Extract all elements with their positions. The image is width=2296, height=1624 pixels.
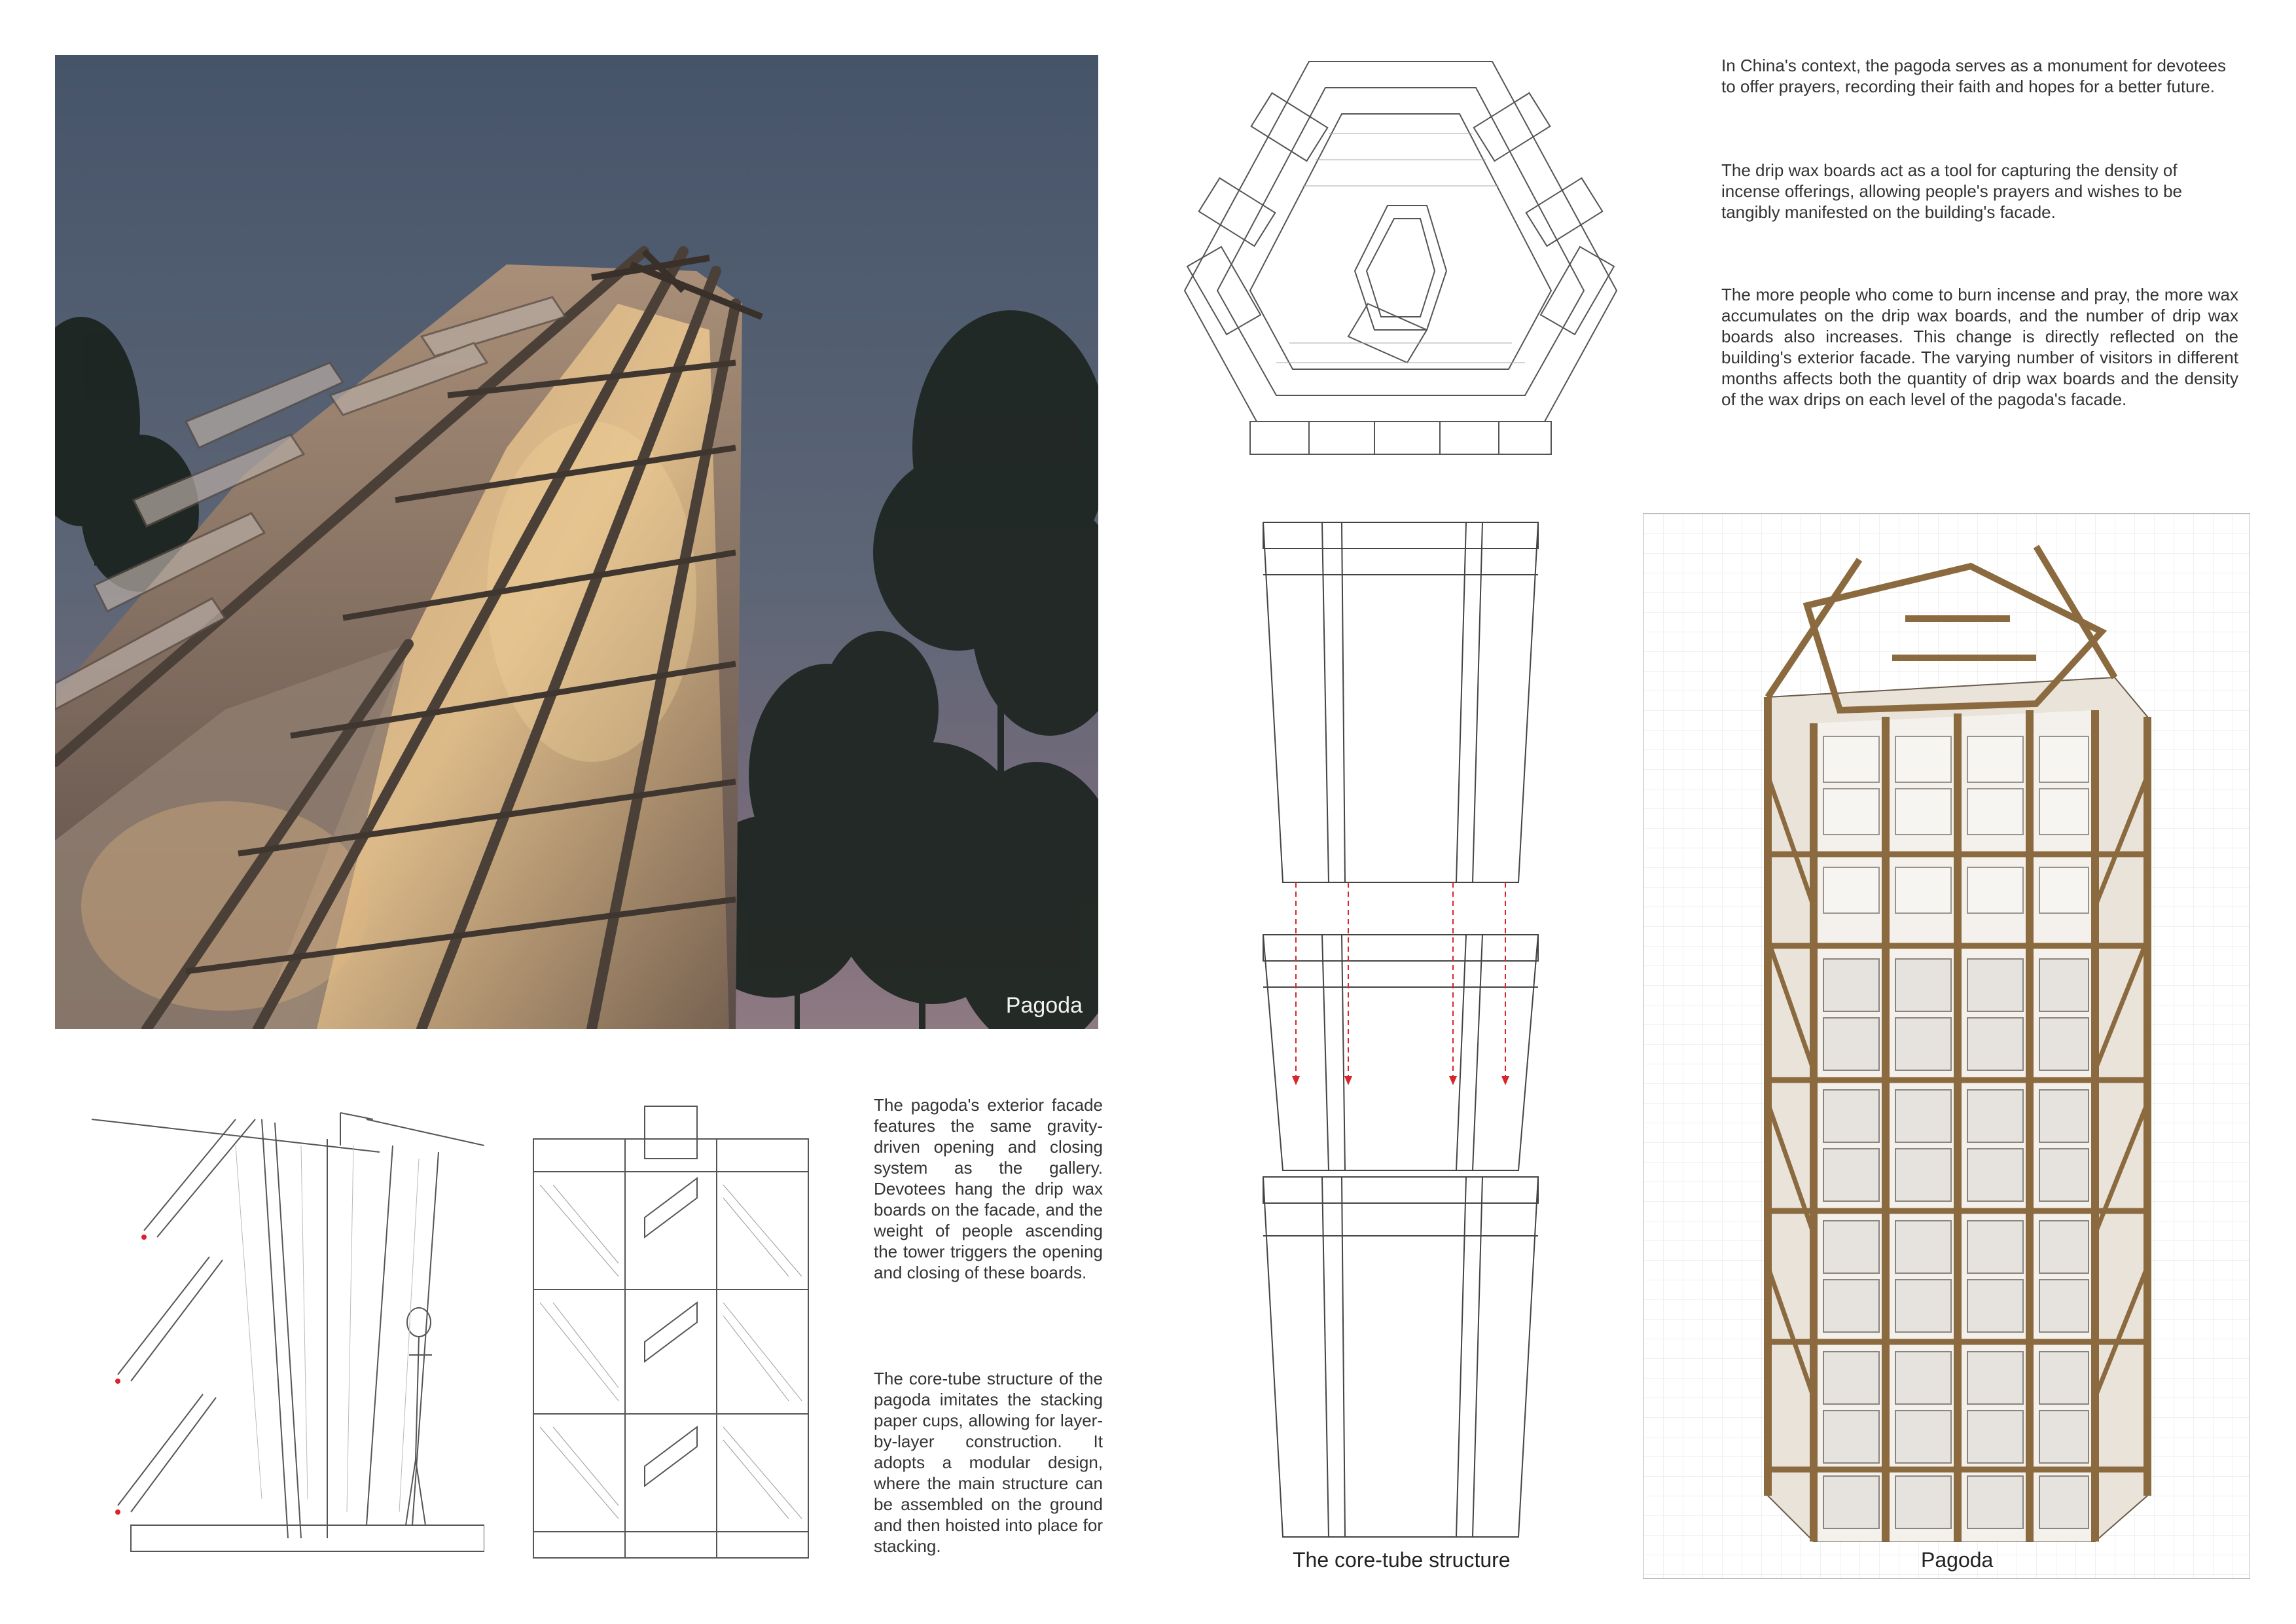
drip-boards-paragraph: The drip wax boards act as a tool for capturing the density of incense offerings, allowing people's prayers and wishes to be tangibly manifested on the building's facade. bbox=[1721, 160, 2183, 222]
facade-paragraph: The pagoda's exterior facade features the same gravity-driven opening and closing system as the gallery. Devotees hang the drip wax boards on the facade, and the weight of people ascending the tower triggers the opening and closing of these boards. bbox=[874, 1095, 1103, 1282]
pagoda-elevation-detail bbox=[527, 1100, 815, 1571]
pagoda-elevation-drawing bbox=[527, 1100, 815, 1571]
hexagonal-plan bbox=[1178, 55, 1623, 461]
core-tube-drawing bbox=[1257, 516, 1545, 1543]
accumulation-paragraph: The more people who come to burn incense and pray, the more wax accumulates on the drip wax boards, and the number of drip wax boards also increases. This change is directly reflected on the building's exterior facade. The varying number of visitors in different months affects both the quantity of drip wax boards and the density of the wax drips on each level of the pagoda's facade. bbox=[1721, 285, 2238, 409]
core-tube-caption: The core-tube structure bbox=[1293, 1548, 1511, 1572]
floor-plan-drawing bbox=[1178, 55, 1623, 461]
facade-section-drawing bbox=[92, 1106, 484, 1564]
pagoda-axonometric-drawing bbox=[1643, 514, 2250, 1578]
pagoda-axonometric-caption: Pagoda bbox=[1921, 1548, 1994, 1572]
core-tube-paragraph: The core-tube structure of the pagoda imitates the stacking paper cups, allowing for layer-by-layer construction. It adopts a modular design, where the main structure can be assembled on the ground and then hoisted into place for stacking. bbox=[874, 1369, 1103, 1556]
facade-section-detail bbox=[92, 1106, 484, 1564]
pagoda-render bbox=[55, 55, 1098, 1029]
core-tube-elevation bbox=[1257, 516, 1545, 1543]
pagoda-render-illustration bbox=[55, 55, 1098, 1029]
pagoda-axonometric bbox=[1643, 513, 2250, 1579]
render-caption: Pagoda bbox=[1005, 993, 1083, 1018]
context-paragraph: In China's context, the pagoda serves as a monument for devotees to offer prayers, recording their faith and hopes for a better future. bbox=[1721, 56, 2226, 96]
